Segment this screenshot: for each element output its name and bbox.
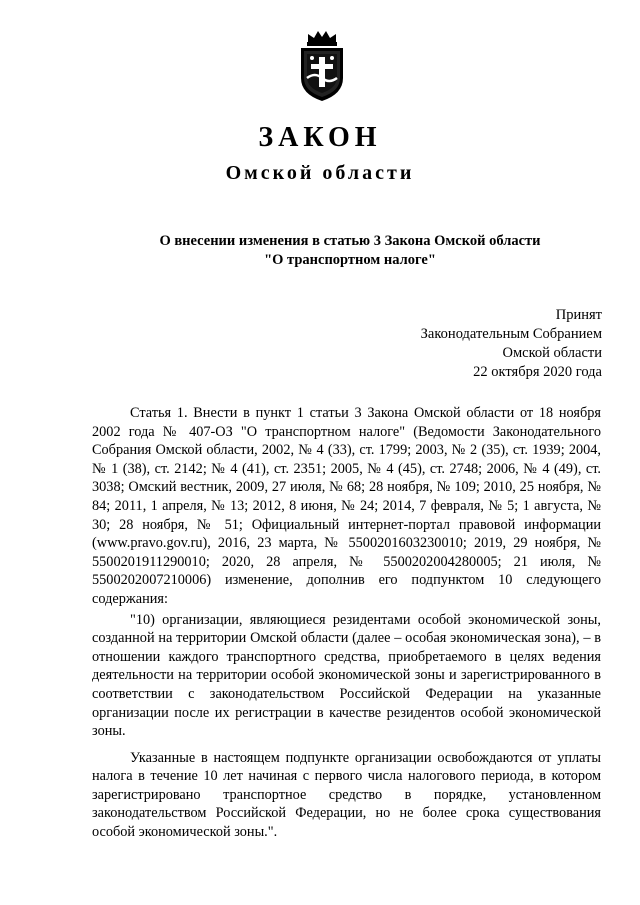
coat-of-arms-icon <box>295 28 349 104</box>
adoption-line: Законодательным Собранием <box>420 326 602 342</box>
exemption-paragraph: Указанные в настоящем подпункте организации освобождаются от уплаты налога в течение 10 лет начиная с первого числа налогового периода, в котором зарегистрировано транспортное средство в порядке, установленном законодательством Российской Федерации, но не более срока существования особой экономической зоны.". <box>92 749 601 841</box>
law-subject <box>100 232 600 270</box>
subitem-10-paragraph: "10) организации, являющиеся резидентами особой экономической зоны, созданной на территории Омской области (далее – особая экономическая зона), – в отношении каждого транспортного средства, приобретаемого в целях ведения деятельности на территории особой экономической зоны и зарегистрированного в соответствии с законодательством Российской Федерации на указанные организации после их регистрации в качестве резидентов особой экономической зоны. <box>92 611 601 740</box>
law-subject-line: О внесении изменения в статью 3 Закона Омской области <box>159 233 541 249</box>
adoption-line: Омской области <box>502 345 602 361</box>
law-title: ЗАКОН <box>258 122 382 153</box>
law-region: Омской области <box>225 162 415 184</box>
law-body <box>92 404 601 842</box>
adoption-line: Принят <box>555 307 602 323</box>
law-subject-line: "О транспортном налоге" <box>264 252 436 268</box>
article-1-paragraph: Статья 1. Внести в пункт 1 статьи 3 Закона Омской области от 18 ноября 2002 года № 407-ОЗ "О транспортном налоге" (Ведомости Законодательного Собрания Омской области, 2002, № 4 (33), ст. 1799; 2003, № 2 (35), ст. 1939; 2004, № 1 (38), ст. 2142; № 4 (41), ст. 2351; 2005, № 4 (45), ст. 2748; 2006, № 4 (49), ст. 3038; Омский вестник, 2009, 27 июля, № 68; 28 ноября, № 109; 2010, 25 ноября, № 84; 2011, 1 апреля, № 13; 2012, 8 июня, № 24; 2014, 7 февраля, № 5; 1 августа, № 30; 28 ноября, № 51; Официальный интернет-портал правовой информации (www.pravo.gov.ru), 2016, 23 марта, № 5500201603230010; 2019, 29 ноября, № 5500201911290010; 2020, 28 апреля, № 5500202004280005; 21 июля, № 5500202007210006) изменение, дополнив его подпунктом 10 следующего содержания: <box>92 405 601 607</box>
adoption-block <box>421 306 602 382</box>
adoption-date: 22 октября 2020 года <box>473 364 602 380</box>
